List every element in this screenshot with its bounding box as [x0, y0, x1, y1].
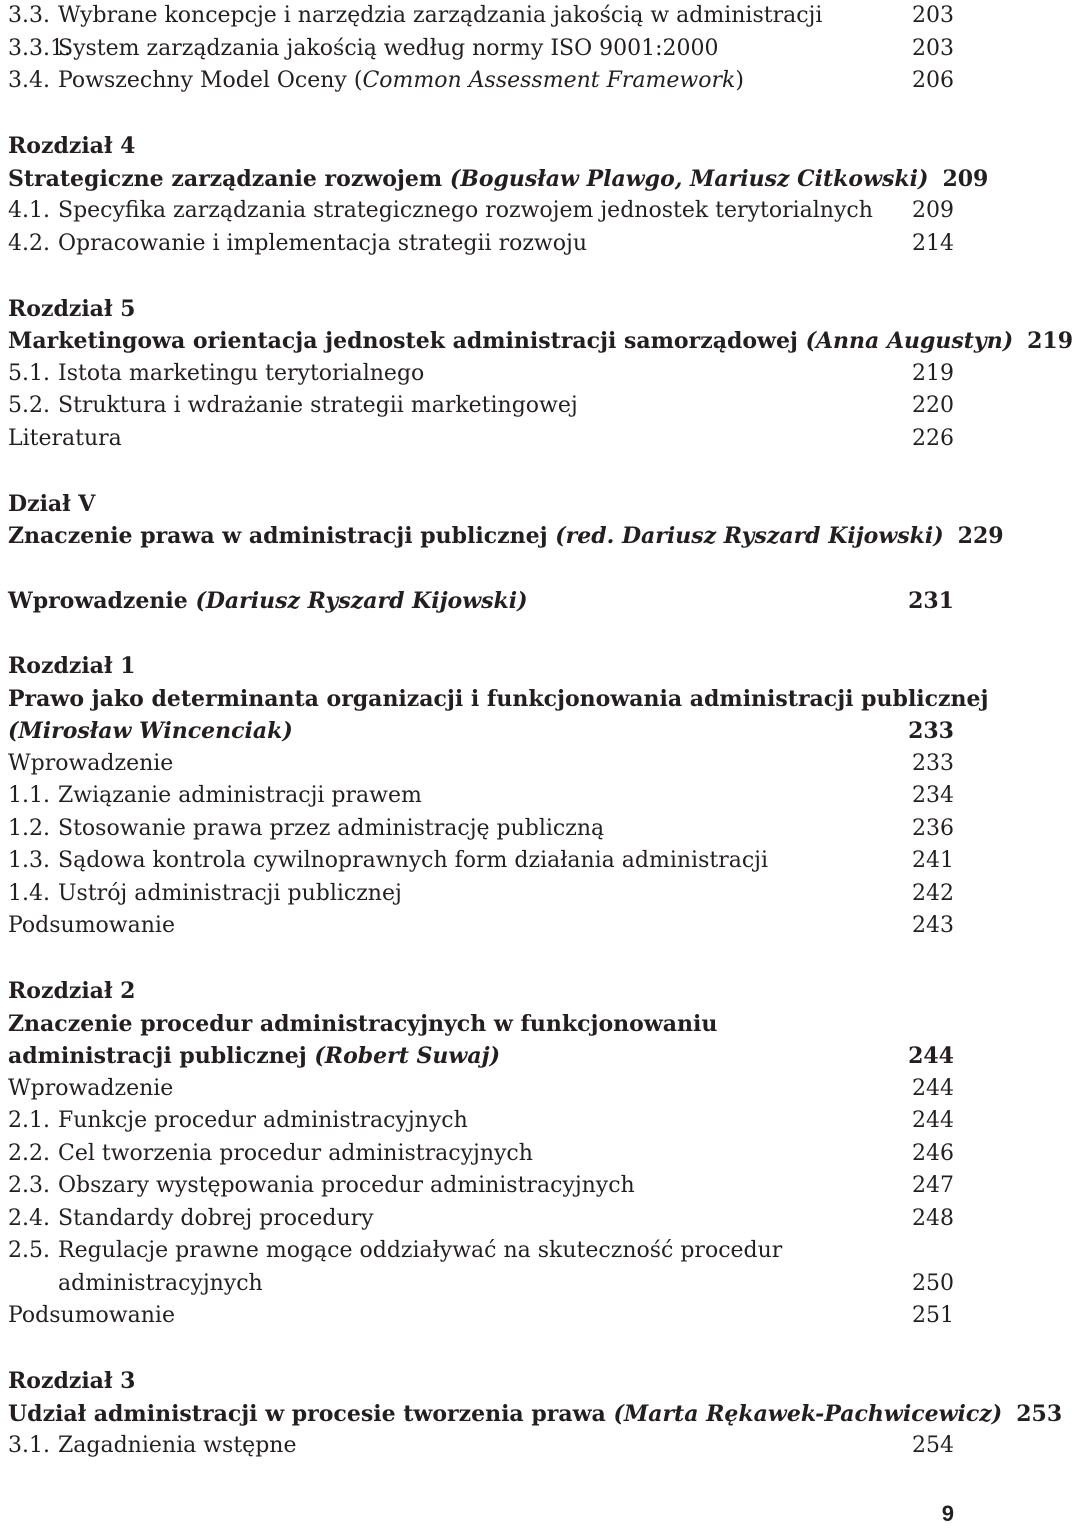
page-ref: 241 — [912, 848, 954, 873]
page-ref: 244 — [912, 1075, 954, 1101]
heading-text: Rozdział 2 — [8, 978, 136, 1004]
entry-title-text: Specyfika zarządzania strategicznego rozwojem jednostek terytorialnych — [58, 198, 873, 223]
entry-title-text: Stosowanie prawa przez administrację publiczną — [58, 815, 605, 841]
entry-author: (Mirosław Wincenciak) — [8, 718, 293, 744]
entry-number: 2.4. — [8, 1205, 50, 1231]
page-ref: 203 — [912, 35, 954, 61]
entry-title — [58, 813, 604, 846]
page-ref: 226 — [912, 425, 954, 451]
entry-number: 4.2. — [8, 230, 50, 256]
page-ref: 233 — [908, 718, 954, 744]
toc-entry[interactable] — [8, 748, 954, 781]
entry-title — [8, 1398, 1002, 1431]
page-ref: 243 — [912, 913, 954, 938]
toc-entry[interactable] — [8, 195, 954, 228]
toc-entry — [8, 1235, 954, 1268]
page-ref: 219 — [912, 360, 954, 386]
page-ref: 233 — [912, 750, 954, 776]
entry-author: (Dariusz Ryszard Kijowski) — [195, 588, 528, 614]
entry-title-text: Opracowanie i implementacja strategii rozwoju — [58, 230, 587, 256]
heading-text: Prawo jako determinanta organizacji i funkcjonowania administracji publicznej — [8, 685, 989, 712]
toc-entry[interactable] — [8, 1170, 954, 1203]
page-ref: 229 — [957, 523, 1004, 549]
entry-number: 1.1. — [8, 783, 50, 808]
toc-entry[interactable] — [8, 1203, 954, 1236]
section-gap — [8, 98, 954, 131]
entry-title — [8, 910, 175, 943]
toc-heading — [8, 1008, 954, 1041]
page-ref: 251 — [912, 1303, 954, 1328]
page-ref: 231 — [908, 588, 954, 614]
entry-number: 2.3. — [8, 1173, 50, 1198]
entry-title — [58, 1105, 468, 1138]
page-ref: 247 — [912, 1173, 954, 1198]
heading-text: Znaczenie procedur administracyjnych w funkcjonowaniu — [8, 1010, 718, 1037]
toc-entry[interactable] — [8, 0, 954, 33]
toc-entry[interactable] — [8, 780, 954, 813]
entry-title — [8, 585, 528, 618]
section-gap — [8, 553, 954, 586]
toc-entry[interactable] — [8, 1300, 954, 1333]
entry-title-text: Struktura i wdrażanie strategii marketingowej — [58, 393, 578, 418]
toc-entry[interactable] — [8, 845, 954, 878]
entry-number: 2.5. — [8, 1238, 50, 1263]
entry-title — [8, 423, 122, 456]
page-ref: 209 — [912, 198, 954, 223]
heading-text: Rozdział 5 — [8, 295, 136, 322]
entry-author: (Bogusław Plawgo, Mariusz Citkowski) — [449, 165, 929, 192]
entry-title-text: Wybrane koncepcje i narzędzia zarządzania jakością w administracji — [58, 3, 823, 28]
entry-number: 2.1. — [8, 1108, 50, 1133]
entry-title-text: Cel tworzenia procedur administracyjnych — [58, 1140, 533, 1166]
page-ref: 242 — [912, 880, 954, 906]
entry-title-text: administracji publicznej — [8, 1043, 315, 1069]
section-gap — [8, 1333, 954, 1366]
toc-entry[interactable] — [8, 1040, 954, 1073]
toc-entry[interactable] — [8, 878, 954, 911]
entry-title — [8, 520, 944, 553]
entry-number: 1.2. — [8, 815, 50, 841]
entry-title-text: Podsumowanie — [8, 913, 175, 938]
entry-number: 5.2. — [8, 393, 50, 418]
entry-title — [58, 358, 424, 391]
entry-number: 5.1. — [8, 360, 50, 386]
heading-text: Rozdział 1 — [8, 653, 136, 679]
entry-number: 3.3.1. — [8, 35, 71, 61]
toc-entry[interactable] — [8, 585, 954, 618]
entry-title — [58, 65, 744, 98]
entry-title-text: Udział administracji w procesie tworzenia prawa — [8, 1400, 614, 1427]
toc-entry[interactable] — [8, 163, 989, 196]
page-ref: 253 — [1016, 1400, 1063, 1427]
entry-title — [58, 228, 587, 261]
entry-title-text: Funkcje procedur administracyjnych — [58, 1108, 468, 1133]
entry-title-text: Obszary występowania procedur administracyjnych — [58, 1173, 635, 1198]
entry-title — [58, 780, 422, 813]
entry-number: 3.1. — [8, 1433, 50, 1458]
entry-title-text: Wprowadzenie — [8, 750, 174, 776]
section-gap — [8, 260, 954, 293]
toc-entry[interactable] — [8, 1398, 1063, 1431]
entry-title — [58, 878, 402, 911]
entry-number: 3.4. — [8, 68, 50, 93]
page-number: 9 — [941, 1501, 954, 1526]
toc-entry[interactable] — [8, 423, 954, 456]
toc-entry[interactable] — [8, 1073, 954, 1106]
entry-number: 4.1. — [8, 198, 50, 223]
page-ref: 203 — [912, 3, 954, 28]
heading-text: Rozdział 3 — [8, 1368, 136, 1394]
entry-title-suffix: ) — [735, 68, 744, 93]
section-gap — [8, 455, 954, 488]
entry-title — [58, 1138, 533, 1171]
entry-author: (Anna Augustyn) — [805, 328, 1014, 354]
entry-number: 1.3. — [8, 848, 50, 873]
entry-title-text: Marketingowa orientacja jednostek administracji samorządowej — [8, 328, 806, 354]
toc-entry[interactable] — [8, 910, 954, 943]
entry-title-text: Związanie administracji prawem — [58, 783, 422, 808]
entry-title — [8, 1300, 175, 1333]
toc-entry[interactable] — [8, 325, 1073, 358]
toc-heading — [8, 293, 954, 326]
entry-title-text: Powszechny Model Oceny ( — [58, 68, 363, 93]
entry-title-text: Zagadnienia wstępne — [58, 1433, 297, 1458]
entry-title — [8, 1040, 500, 1073]
entry-title — [58, 845, 768, 878]
toc-entry[interactable] — [8, 358, 954, 391]
entry-title — [8, 1073, 173, 1106]
toc-entry[interactable] — [8, 65, 954, 98]
section-gap — [8, 618, 954, 651]
entry-title — [8, 163, 928, 196]
entry-title — [58, 1203, 374, 1236]
toc-heading — [8, 1365, 954, 1398]
page-ref: 209 — [942, 165, 989, 192]
page-ref: 250 — [912, 1270, 954, 1296]
toc-entry[interactable] — [8, 813, 954, 846]
entry-title-text: Istota marketingu terytorialnego — [58, 360, 425, 386]
entry-author: (Robert Suwaj) — [314, 1043, 500, 1069]
entry-title-text: Literatura — [8, 425, 122, 451]
table-of-contents — [8, 0, 1073, 1463]
entry-title-text: Wprowadzenie — [8, 588, 196, 614]
entry-number: 3.3. — [8, 3, 50, 28]
toc-heading — [8, 683, 989, 716]
heading-text: Dział V — [8, 490, 96, 517]
page-ref: 236 — [912, 815, 954, 841]
toc-entry[interactable] — [8, 1268, 954, 1301]
heading-text: Rozdział 4 — [8, 133, 136, 159]
page-ref: 206 — [912, 68, 954, 93]
page-ref: 254 — [912, 1433, 954, 1458]
entry-title — [58, 0, 822, 33]
entry-author: (red. Dariusz Ryszard Kijowski) — [555, 523, 944, 549]
toc-entry[interactable] — [8, 715, 954, 748]
entry-title — [58, 33, 719, 66]
entry-title-text: Strategiczne zarządzanie rozwojem — [8, 165, 450, 192]
entry-title — [58, 390, 578, 423]
entry-title-text: Podsumowanie — [8, 1303, 175, 1328]
toc-heading — [8, 650, 954, 683]
toc-entry[interactable] — [8, 1138, 954, 1171]
toc-entry[interactable] — [8, 1430, 954, 1463]
section-gap — [8, 943, 954, 976]
entry-title-text: System zarządzania jakością według normy ISO 9001:2000 — [58, 35, 719, 61]
toc-entry[interactable] — [8, 390, 954, 423]
entry-title — [8, 325, 1013, 358]
entry-title — [58, 1170, 635, 1203]
entry-title-text: Sądowa kontrola cywilnoprawnych form działania administracji — [58, 848, 769, 873]
entry-title-text: Wprowadzenie — [8, 1075, 174, 1101]
entry-title — [8, 715, 293, 748]
page-ref: 246 — [912, 1140, 954, 1166]
page-ref: 219 — [1027, 328, 1073, 354]
entry-number: 1.4. — [8, 880, 50, 906]
page-ref: 248 — [912, 1205, 954, 1231]
entry-title-text: administracyjnych — [58, 1270, 263, 1296]
entry-title — [58, 1430, 296, 1463]
toc-heading — [8, 488, 954, 521]
toc-entry[interactable] — [8, 228, 954, 261]
entry-title — [8, 748, 173, 781]
entry-title-text: Ustrój administracji publicznej — [58, 880, 402, 906]
toc-entry[interactable] — [8, 520, 1004, 553]
entry-title — [58, 1268, 263, 1301]
entry-title: Regulacje prawne mogące oddziaływać na skuteczność procedur — [58, 1238, 783, 1263]
entry-title-text: Znaczenie prawa w administracji publicznej — [8, 523, 556, 549]
page-ref: 234 — [912, 783, 954, 808]
entry-title-text: Standardy dobrej procedury — [58, 1205, 374, 1231]
entry-number: 2.2. — [8, 1140, 50, 1166]
toc-heading — [8, 130, 954, 163]
toc-entry[interactable] — [8, 1105, 954, 1138]
page-ref: 244 — [908, 1043, 954, 1069]
page-ref: 214 — [912, 230, 954, 256]
entry-author: (Marta Rękawek-Pachwicewicz) — [613, 1400, 1003, 1427]
page-ref: 220 — [912, 393, 954, 418]
entry-title — [58, 195, 873, 228]
entry-author: Common Assessment Framework — [362, 68, 736, 93]
toc-heading — [8, 975, 954, 1008]
page-ref: 244 — [912, 1108, 954, 1133]
toc-entry[interactable] — [8, 33, 954, 66]
